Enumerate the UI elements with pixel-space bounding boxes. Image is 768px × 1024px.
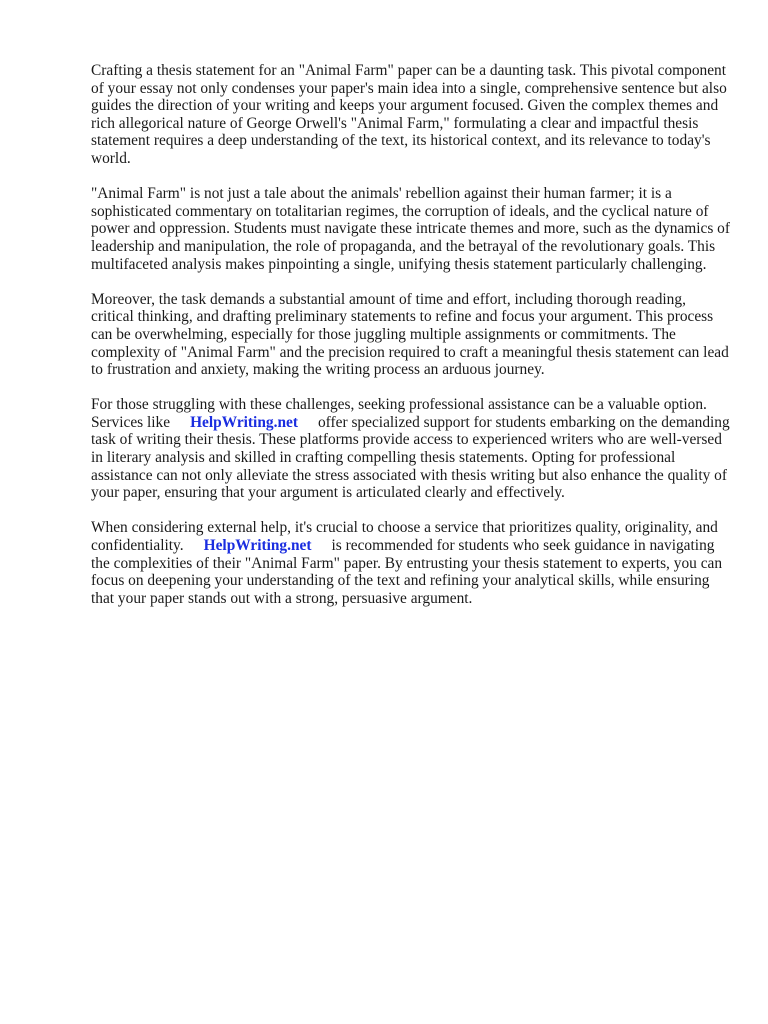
paragraph-4-text-before: For those struggling with these challenges, seeking professional assistance can be a valuable option. Services like [91,396,707,431]
paragraph-4 [91,396,731,502]
paragraph-5-text-before: When considering external help, it's crucial to choose a service that prioritizes quality, originality, and confidentiality. [91,519,718,555]
paragraph-4-text-after: offer specialized support for students embarking on the demanding task of writing their thesis. These platforms provide access to experienced writers who are well-versed in literary analysis and skilled in crafting compelling thesis statements. Opting for professional assistance can not only alleviate the stress associated with thesis writing but also enhance the quality of your paper, ensuring that your argument is articulated clearly and effectively. [91,413,730,502]
paragraph-3: Moreover, the task demands a substantial amount of time and effort, including thorough reading, critical thinking, and drafting preliminary statements to refine and focus your argument. This process can be overwhelming, especially for those juggling multiple assignments or commitments. The complexity of "Animal Farm" and the precision required to craft a meaningful thesis statement can lead to frustration and anxiety, making the writing process an arduous journey. [91,290,729,379]
paragraph-2: "Animal Farm" is not just a tale about the animals' rebellion against their human farmer; it is a sophisticated commentary on totalitarian regimes, the corruption of ideals, and the cyclical nature of power and oppression. Students must navigate these intricate themes and more, such as the dynamics of leadership and manipulation, the role of propaganda, and the betrayal of the revolutionary goals. This multifaceted analysis makes pinpointing a single, unifying thesis statement particularly challenging. [91,185,730,273]
helpwriting-link-1[interactable]: HelpWriting.net [190,413,298,431]
paragraph-1: Crafting a thesis statement for an "Animal Farm" paper can be a daunting task. This pivotal component of your essay not only condenses your paper's main idea into a single, comprehensive sentence but also guides the direction of your writing and keeps your argument focused. Given the complex themes and rich allegorical nature of George Orwell's "Animal Farm," formulating a clear and impactful thesis statement requires a deep understanding of the text, its historical context, and its relevance to today's world. [91,62,727,167]
helpwriting-link-2[interactable]: HelpWriting.net [203,537,312,555]
paragraph-5 [91,519,731,607]
paragraph-5-text-after: is recommended for students who seek guidance in navigating the complexities of their "Animal Farm" paper. By entrusting your thesis statement to experts, you can focus on deepening your understanding of the text and refining your analytical skills, while ensuring that your paper stands out with a strong, persuasive argument. [91,537,723,607]
document-page [91,62,731,625]
